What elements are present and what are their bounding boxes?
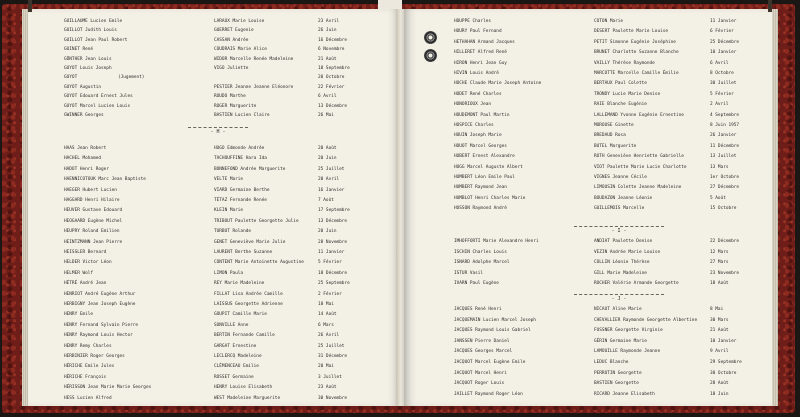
entry-name: GUYOT: [64, 75, 78, 81]
entry-date: 30 Juillet: [710, 81, 737, 87]
entry-mother: COTON Marie: [594, 19, 624, 24]
entry-mother: GUILLEMOIS Marcelle: [594, 206, 645, 212]
register-entry: [404, 390, 772, 400]
entry-name: GUYOT Augustin: [64, 84, 102, 90]
register-entry: [28, 279, 400, 289]
entry-date: 6 Février: [710, 29, 734, 35]
entry-date: 6 Mars: [318, 322, 334, 328]
register-entry: [28, 352, 400, 362]
entry-mother: RAIE Blanche Eugénie: [594, 102, 647, 108]
entry-date: 18 Juin: [710, 391, 729, 397]
entry-mother: VAILLY Thérèse Raymonde: [594, 60, 655, 66]
entry-name: IMHOFFORTI Marie Alexandre Henri: [454, 239, 539, 244]
entry-date: 10 Janvier: [710, 50, 737, 56]
entry-date: 13 Décembre: [318, 103, 348, 109]
entry-name: HENRY Remy Charles: [64, 343, 112, 349]
entry-mother: ROGER Marguerite: [214, 103, 257, 109]
entry-name: HOUDEMONT Paul Martin: [454, 112, 510, 118]
entry-date: 20 Octobre: [318, 75, 345, 81]
entry-mother: ROUDO Marthe: [214, 94, 246, 100]
entry-name: GUYOT Marcel Lucien Louis: [64, 103, 131, 109]
entry-name: HODET René Charles: [454, 91, 502, 97]
binding-clip: [28, 0, 32, 12]
entry-name: HIVIN Louis André: [454, 71, 499, 76]
entry-name: HOCHE Claude Marie Joseph Antoine: [454, 81, 542, 87]
entry-name: HOUIN Joseph Marie: [454, 133, 502, 139]
register-entry: [28, 362, 400, 372]
entry-mother: TACHOUFFINE Hara Ida: [214, 156, 267, 162]
entry-mother: ROTH Geneviève Henriette Gabrielle: [594, 154, 684, 160]
register-entry: [404, 152, 772, 162]
entry-name: HENRIOT André Eugène Arthur: [64, 291, 136, 297]
entry-name: HUMBLOT Henri Charles Marie: [454, 195, 526, 201]
entry-name: HADOT Henri Roger: [64, 166, 109, 172]
entry-mother: MARCOTTE Marcelle Camille Émilie: [594, 71, 679, 76]
entry-mother: ROSSET Germaine: [214, 374, 254, 380]
divider-rule: [188, 127, 248, 128]
entry-mother: GUERRET Eugenie: [214, 28, 254, 34]
entry-date: 30 Mars: [710, 317, 729, 323]
entry-name: HEUVER Gustave Edouard: [64, 208, 123, 214]
entry-name: HENRY Fernand Sylvain Pierre: [64, 322, 139, 328]
entry-name: GUYOT Edouard Ernest Jules: [64, 94, 133, 100]
entry-name: HEUPRY Roland Emilien: [64, 229, 120, 235]
entry-date: 26 Mai: [318, 113, 334, 118]
entry-mother: BONNEFOND Andrée Marguerite: [214, 166, 286, 172]
entry-date: 25 Juillet: [318, 166, 345, 172]
entry-name: JACQUES Raymond Louis Gabriel: [454, 328, 531, 334]
entry-date: 27 Décembre: [710, 185, 740, 191]
letter-divider: - H -: [210, 129, 226, 135]
entry-mother: FILLAT Lisa Andrée Camille: [214, 291, 283, 297]
entry-date: 26 Janvier: [710, 133, 737, 139]
entry-mother: CONTENT Marie Antoinette Augustine: [214, 260, 304, 266]
register-entry: [28, 300, 400, 310]
entry-name: JACQUEMAIN Lucien Marcel Joseph: [454, 317, 536, 323]
register-entry: [404, 69, 772, 79]
entry-date: 23 Août: [318, 385, 337, 391]
entry-name: GUILLOT Judith Louis: [64, 28, 117, 34]
entry-mother: SONVILLE Anne: [214, 322, 249, 328]
entry-name: HERBIGNY Jean Joseph Eugène: [64, 302, 136, 307]
entry-mother: GÉRIN Germaine Marie: [594, 338, 647, 344]
register-entry: [404, 194, 772, 204]
entry-name: HAAS Jean Robert: [64, 146, 107, 151]
entry-mother: WEST Madeleine Marguerite: [214, 395, 281, 401]
entry-name: HUMBERT Raymond Jean: [454, 185, 507, 191]
entry-mother: BUTEL Marguerite: [594, 143, 637, 149]
register-entry: [28, 290, 400, 300]
entry-name: JAILLET Raymond Roger Léon: [454, 391, 523, 397]
entry-name: HAENNICOTOUK Marc Jean Baptiste: [64, 177, 146, 183]
entry-mother: TRIBOUT Paulette Georgette Julie: [214, 218, 299, 224]
entry-date: 2 Février: [318, 291, 342, 297]
entry-name: HONORIOUX Jean: [454, 102, 492, 108]
register-entry: [404, 369, 772, 379]
entry-date: 14 Août: [318, 312, 337, 318]
entry-name: HÉRICHE Emile Jules: [64, 364, 115, 370]
entry-mother: VIGNES Jeanne Cécile: [594, 175, 647, 180]
register-entry: [28, 154, 400, 164]
entry-date: 13 Mars: [710, 164, 729, 170]
entry-name: HUSSON Raymond André: [454, 206, 507, 212]
entry-mother: LAISSUS Georgette Adrienne: [214, 302, 283, 307]
entry-mother: CHEVALLIER Raymonde Georgette Albertine: [594, 317, 698, 323]
entry-mother: HENRY Louise Elisabeth: [214, 385, 273, 391]
entry-mother: BASTIEN Lucien Claire: [214, 113, 270, 118]
entry-name: HIRON Henri Jean Guy: [454, 60, 507, 66]
entry-mother: GILL Marie Madeleine: [594, 270, 647, 276]
divider-rule: [574, 294, 664, 295]
entry-name: HUBERT Ernest Alexandre: [454, 154, 515, 160]
register-entry: [28, 258, 400, 268]
entry-name: JACQUES Georges Marcel: [454, 349, 513, 355]
entry-mother: VEZIN Andrée Marie Louise: [594, 249, 661, 255]
entry-date: 27 Mars: [710, 260, 729, 266]
entry-date: 20 Août: [318, 146, 337, 151]
entry-mother: RICARD Jeanne Elisabeth: [594, 391, 655, 397]
entry-name: JACQUES René Henri: [454, 307, 502, 312]
register-entry: [404, 204, 772, 214]
entry-date: 15 Octobre: [710, 206, 737, 212]
entry-name: HEOGAARD Eugène Michel: [64, 218, 123, 224]
entry-mother: BERTAUX Paul Colette: [594, 81, 647, 87]
entry-date: 3 Juillet: [318, 374, 342, 380]
register-entry: [404, 337, 772, 347]
entry-mother: COLLIN Léonie Thérèse: [594, 260, 650, 266]
entry-mother: VIOT Paulette Marie Lucie Charlotte: [594, 164, 687, 170]
entry-mother: LAMOUILLE Raymonde Jeanne: [594, 349, 661, 355]
register-entry: [28, 206, 400, 216]
register-entry: [28, 175, 400, 185]
register-entry: [404, 111, 772, 121]
register-entry: [404, 90, 772, 100]
register-entry: [28, 238, 400, 248]
entry-mother: GOUPIT Camille Marie: [214, 312, 267, 318]
entry-date: 25 Septembre: [318, 281, 350, 287]
entry-name: HELDER Victor Léon: [64, 260, 112, 266]
entry-name: HÉRICHE François: [64, 374, 107, 380]
entry-mother: WIDOR Marcelle Renée Madeleine: [214, 56, 294, 62]
register-entry: [404, 248, 772, 258]
entry-date: 26 Juin: [318, 28, 337, 34]
register-entry: [404, 142, 772, 152]
entry-name: JACQUOT Marcel Eugène Emile: [454, 360, 526, 365]
entry-name: HACHEL Mohamed: [64, 156, 102, 162]
register-entry: [28, 310, 400, 320]
entry-date: 30 Octobre: [710, 370, 737, 376]
entry-name: HOUPPE Charles: [454, 19, 492, 24]
entry-date: 1er Octobre: [710, 175, 740, 180]
entry-name: HOUOT Marcel Georges: [454, 143, 507, 149]
register-entry: [28, 269, 400, 279]
entry-mother: PETIT Simonne Eugénie Joséphine: [594, 39, 676, 45]
entry-mother: GARGAT Ernestine: [214, 343, 257, 349]
entry-date: 18 Septembre: [318, 66, 350, 71]
entry-name: HUGG Marcel Auguste Albert: [454, 164, 523, 170]
entry-mother: KLEIN Marie: [214, 208, 244, 214]
register-entry: [404, 27, 772, 37]
entry-mother: BASTIEN Georgette: [594, 381, 639, 387]
entry-mother: CLÉMENCEAU Emilie: [214, 364, 259, 370]
entry-date: 2 Avril: [710, 102, 729, 108]
entry-date: 8 Juin 1957: [710, 123, 740, 128]
entry-mother: DESERT Paulette Marie Louise: [594, 29, 669, 35]
entry-name: HOURY Paul Fernand: [454, 29, 502, 35]
entry-date: 18 Août: [710, 281, 729, 287]
register-entry: [404, 79, 772, 89]
entry-name: JACQUOT Roger Louis: [454, 381, 505, 387]
entry-date: 18 Décembre: [318, 270, 348, 276]
entry-date: 21 Août: [710, 328, 729, 334]
entry-mother: COUDRAIS Marie Alice: [214, 47, 267, 53]
entry-mother: ROCHER Valérie Armande Georgette: [594, 281, 679, 287]
register-entry: [28, 196, 400, 206]
entry-mother: GENET Geneviève Marie Julie: [214, 239, 286, 245]
register-entry: [28, 373, 400, 383]
entry-mother: TURBOT Rolande: [214, 229, 252, 235]
entry-mother: VIARD Germaine Berthe: [214, 187, 270, 193]
entry-mother: LIMOUSIN Colette Jeanne Madeleine: [594, 185, 682, 191]
entry-name: HÉTRÉ André Jean: [64, 281, 107, 287]
register-entry: [28, 342, 400, 352]
entry-name: HELMER Wolf: [64, 270, 94, 276]
entry-name: HERBINIER Roger Georges: [64, 354, 125, 359]
entry-name: HEINTZMANN Jean Pierre: [64, 239, 123, 245]
entry-date: 9 Avril: [710, 349, 729, 355]
register-entry: [404, 183, 772, 193]
entry-name: HÉRISSON Jean Marie Marie Georges: [64, 385, 152, 391]
entry-mother: LALLEMAND Yvonne Eugénie Ernestine: [594, 112, 684, 118]
binding-clip: [768, 0, 772, 12]
entry-mother: ANDIAT Paulette Denise: [594, 239, 653, 244]
entry-name: HAEGER Hubert Lucien: [64, 187, 117, 193]
register-entry: [28, 165, 400, 175]
register-entry: [404, 358, 772, 368]
register-entry: [404, 316, 772, 326]
entry-mother: BOUDAZON Jeanne Léonie: [594, 195, 653, 201]
entry-date: 6 Avril: [318, 94, 337, 100]
entry-date: 26 Avril: [318, 333, 340, 339]
entry-date: 31 Décembre: [318, 354, 348, 359]
register-entry: [28, 383, 400, 393]
entry-name: HETHAHAN Armand Jacques: [454, 39, 515, 45]
entry-date: 7 Août: [318, 198, 334, 203]
entry-date: 22 Février: [318, 84, 345, 90]
entry-name: GWINNER Georges: [64, 113, 104, 118]
register-entry: [404, 326, 772, 336]
entry-name: ISTUR Vasil: [454, 270, 484, 276]
entry-date: 6 Avril: [710, 60, 729, 66]
register-entry: [28, 186, 400, 196]
entry-date: 16 Décembre: [318, 37, 348, 43]
register-entry: [28, 144, 400, 154]
register-entry: [28, 321, 400, 331]
entry-name: HOSPICE Charles: [454, 123, 494, 128]
register-entry: [404, 100, 772, 110]
entry-date: 5 Août: [710, 195, 726, 201]
register-entry: [404, 269, 772, 279]
register-entry: [28, 217, 400, 227]
letter-divider: - I -: [611, 228, 627, 234]
entry-date: 20 Juin: [318, 229, 337, 235]
entry-date: 20 Juin: [318, 156, 337, 162]
entry-mother: LECLERCQ Madeleine: [214, 354, 262, 359]
entry-date: 5 Février: [318, 260, 342, 266]
register-entry: [28, 111, 400, 121]
entry-name: GUINET René: [64, 47, 94, 53]
entry-date: 8 Octobre: [710, 71, 734, 76]
entry-date: 20 Avril: [318, 177, 340, 183]
entry-mother: PESTIER Jeanne Jeanne Eléonore: [214, 84, 294, 90]
entry-date: 21 Août: [318, 56, 337, 62]
entry-date: 20 Mai: [318, 364, 334, 370]
entry-mother: LARAUX Marie Louise: [214, 19, 265, 24]
entry-mother: MOROUSE Ginette: [594, 123, 634, 128]
entry-date: 28 Novembre: [318, 239, 348, 245]
entry-date: 18 Mai: [318, 302, 334, 307]
register-entry: [404, 59, 772, 69]
entry-mother: REY Marie Madeleine: [214, 281, 265, 287]
entry-name: JACQUOT Marcel Henri: [454, 370, 507, 376]
entry-mother: PERROTIN Georgette: [594, 370, 642, 376]
letter-divider: - J -: [611, 296, 627, 302]
entry-name: HEISSLER Bernard: [64, 250, 107, 255]
entry-date: 28 Août: [710, 381, 729, 387]
entry-date: 25 Décembre: [710, 39, 740, 45]
entry-date: 5 Février: [710, 91, 734, 97]
entry-mother: BRUNET Charlotte Suzanne Blanche: [594, 50, 679, 56]
entry-date: 16 Janvier: [318, 187, 345, 193]
entry-date: 10 Janvier: [710, 338, 737, 344]
entry-name: HENRY Emile: [64, 312, 94, 318]
entry-note: (Jugement): [118, 75, 145, 81]
register-entry: [404, 379, 772, 389]
entry-mother: LEDUC Blanche: [594, 360, 629, 365]
entry-name: HUMBERT Léon Emile Paul: [454, 175, 515, 180]
entry-name: GUILLOT Jean Paul Robert: [64, 37, 128, 43]
entry-mother: HUGO Edmonde Andrée: [214, 146, 265, 151]
register-entry: [404, 237, 772, 247]
register-entry: [404, 347, 772, 357]
entry-date: 6 Novembre: [318, 47, 345, 53]
right-page: [404, 9, 772, 406]
entry-date: 13 Décembre: [318, 218, 348, 224]
entry-date: 8 Mai: [710, 307, 724, 312]
entry-date: 30 Novembre: [318, 395, 348, 401]
entry-date: 23 Novembre: [710, 270, 740, 276]
entry-mother: BERTIN Fernande Camille: [214, 333, 275, 339]
register-entry: [404, 258, 772, 268]
entry-date: 4 Septembre: [710, 112, 740, 118]
entry-name: GUILLAUME Lucien Emile: [64, 19, 123, 24]
entry-name: ISCHIN Charles Louis: [454, 249, 507, 255]
entry-mother: FUSSNER Georgette Virginie: [594, 328, 663, 334]
entry-mother: VELTE Marie: [214, 177, 244, 183]
register-entry: [404, 279, 772, 289]
entry-mother: NICAUT Aline Marie: [594, 307, 642, 312]
entry-mother: LIMON Paula: [214, 270, 244, 276]
register-entry: [404, 173, 772, 183]
register-entry: [404, 131, 772, 141]
entry-mother: BREDAUD Rosa: [594, 133, 626, 139]
entry-name: IVARN Paul Eugène: [454, 281, 499, 287]
entry-date: 11 Janvier: [710, 19, 737, 24]
register-entry: [28, 227, 400, 237]
register-entry: [404, 163, 772, 173]
entry-name: HAGGARD Henri Hilaire: [64, 198, 120, 203]
entry-name: ISNARD Adolphe Marcel: [454, 260, 510, 266]
register-entry: [404, 305, 772, 315]
entry-date: 11 Janvier: [318, 250, 345, 255]
entry-date: 22 Décembre: [710, 239, 740, 244]
register-entry: [28, 394, 400, 404]
entry-date: 25 Juillet: [318, 343, 345, 349]
left-page: [28, 9, 400, 406]
entry-name: HESS Lucien Alfred: [64, 395, 112, 401]
register-entry: [28, 248, 400, 258]
entry-mother: TÉTAZ Fernande Renée: [214, 198, 267, 203]
entry-date: 11 Décembre: [710, 143, 740, 149]
entry-name: GUYOT Louis Joseph: [64, 66, 112, 71]
register-entry: [404, 17, 772, 27]
entry-name: JANSSEN Pierre Daniel: [454, 338, 510, 344]
entry-date: 23 Avril: [318, 19, 340, 24]
entry-mother: CASSAN Andrée: [214, 37, 249, 43]
register-entry: [28, 331, 400, 341]
page-edges-right: [772, 9, 778, 406]
entry-name: GÜNTHER Jean Louis: [64, 56, 112, 62]
entry-name: HILLERET Alfred René: [454, 50, 507, 56]
entry-mother: TRONDY Lucie Marie Denise: [594, 91, 661, 97]
entry-date: 13 Juillet: [710, 154, 737, 160]
entry-date: 17 Septembre: [318, 208, 350, 214]
register-entry: [404, 121, 772, 131]
entry-date: 29 Septembre: [710, 360, 742, 365]
register-entry: [404, 48, 772, 58]
entry-name: HENRY Raymond Louis Hector: [64, 333, 133, 339]
entry-mother: LAURENT Berthe Suzanne: [214, 250, 273, 255]
register-entry: [404, 38, 772, 48]
divider-rule: [574, 226, 664, 227]
entry-date: 12 Mars: [710, 249, 729, 255]
entry-mother: VIGO Juliette: [214, 66, 249, 71]
